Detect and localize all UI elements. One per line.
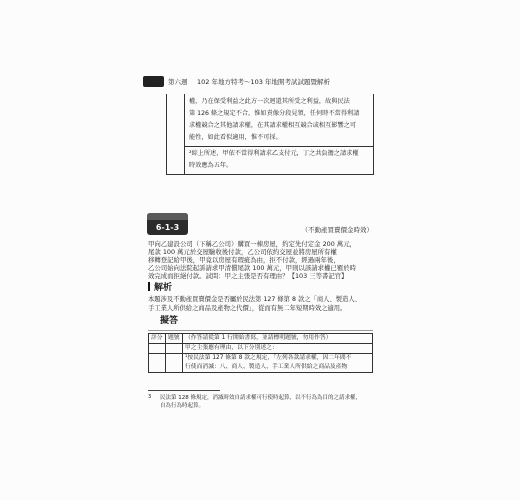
- answer-heading: 擬答: [160, 316, 179, 326]
- instructions-header: （作答請從第 1 行開始書寫，並請標明題號，勿用作答）: [183, 334, 373, 344]
- answer-text-cell: [183, 354, 373, 373]
- answer-sheet-table: [148, 333, 373, 373]
- table-text-line: 權，乃在保受利益之此方一次迴還其所受之利益，故與民法: [189, 98, 350, 105]
- analysis-heading: [148, 282, 172, 294]
- answer-row: [149, 344, 373, 354]
- table-row: [185, 94, 373, 146]
- table-text-line: 能性，如此看似適用，惟不可採。: [189, 134, 282, 141]
- score-column: [167, 94, 185, 174]
- question-text: [148, 240, 374, 280]
- answer-line: 行使而消滅：八、商人、製造人、手工業人所供給之商品及產物: [185, 364, 348, 370]
- question-line: 尾款 100 萬元於交屋驗收後付款，乙公司依約交屋並將房屋所有權: [148, 248, 337, 256]
- question-line: 乙公司始向法院起訴請求甲清償尾款 100 萬元，甲則以該請求權已罹於時: [148, 264, 356, 272]
- running-title: 102 年地方特考～103 年地開考試試題暨解析: [197, 78, 330, 86]
- footnote-divider: [148, 390, 220, 391]
- badge-strip: [147, 213, 188, 220]
- analysis-heading-text: 解析: [154, 283, 173, 293]
- answer-line: ¹按民法第 127 條第 8 款之規定，「左列各款請求權，因二年間不: [185, 355, 352, 361]
- question-line: 甲向乙建設公司（下稱乙公司）購買一棟房屋，約定先付定金 200 萬元，: [148, 240, 356, 248]
- score-cell: [149, 354, 166, 373]
- score-cell: [149, 344, 166, 354]
- chapter-tab: [143, 76, 164, 87]
- question-line: 效完成而拒絕付款。試問：甲之主張是否有理由？【103 三等書記官】: [148, 272, 348, 280]
- table-text-line: ²綜上所述，甲依不當得利請求乙支付元，丁之共負擔之請求權: [189, 150, 359, 157]
- question-number-badge: [147, 213, 188, 235]
- heading-bar: [148, 282, 150, 291]
- question-number: 6-1-3: [155, 223, 180, 232]
- question-topic: （不動產買賣價金時效）: [301, 226, 373, 234]
- footnote-line: 自為行為時起算。: [160, 403, 205, 409]
- table-text-line: 求權競合之其他請求權，在其請求權相互競合或相互影響之可: [189, 122, 357, 129]
- answer-row: [149, 354, 373, 373]
- chapter-label: 第六週: [168, 78, 188, 86]
- answer-header-row: [149, 334, 373, 344]
- footnote-line: 民法第 128 條規定，消滅時效自請求權可行使時起算，以不行為為目的之請求權，: [160, 395, 361, 401]
- question-no-cell: [166, 344, 183, 354]
- question-no-header: 題號: [166, 334, 183, 344]
- continued-answer-table: [166, 94, 374, 175]
- footnote-mark: 3: [148, 394, 152, 400]
- answer-text-cell: 甲之主張應有理由，以下分別述之：: [183, 344, 373, 354]
- table-row: [185, 146, 373, 174]
- score-header: 評分: [149, 334, 166, 344]
- table-text-line: 第 126 條之規定不合，惟如責像分段見領，任何時不當得利請: [189, 110, 360, 117]
- footnote: [148, 394, 374, 410]
- analysis-line: 本題涉及不動產買賣價金是否屬於民法第 127 條第 8 款之「商人、製造人、: [148, 296, 361, 303]
- analysis-text: [148, 295, 374, 313]
- question-no-cell: [166, 354, 183, 373]
- question-line: 移轉登記給甲後，甲竟以房屋有瑕疵為由，拒不付款，經過兩年後，: [148, 256, 340, 264]
- analysis-line: 手工業人所供給之商品及產物之代價」，從而有無二年短期時效之適用。: [148, 305, 347, 312]
- table-text-line: 時效應為五年。: [189, 162, 233, 169]
- answer-divider: [148, 330, 373, 331]
